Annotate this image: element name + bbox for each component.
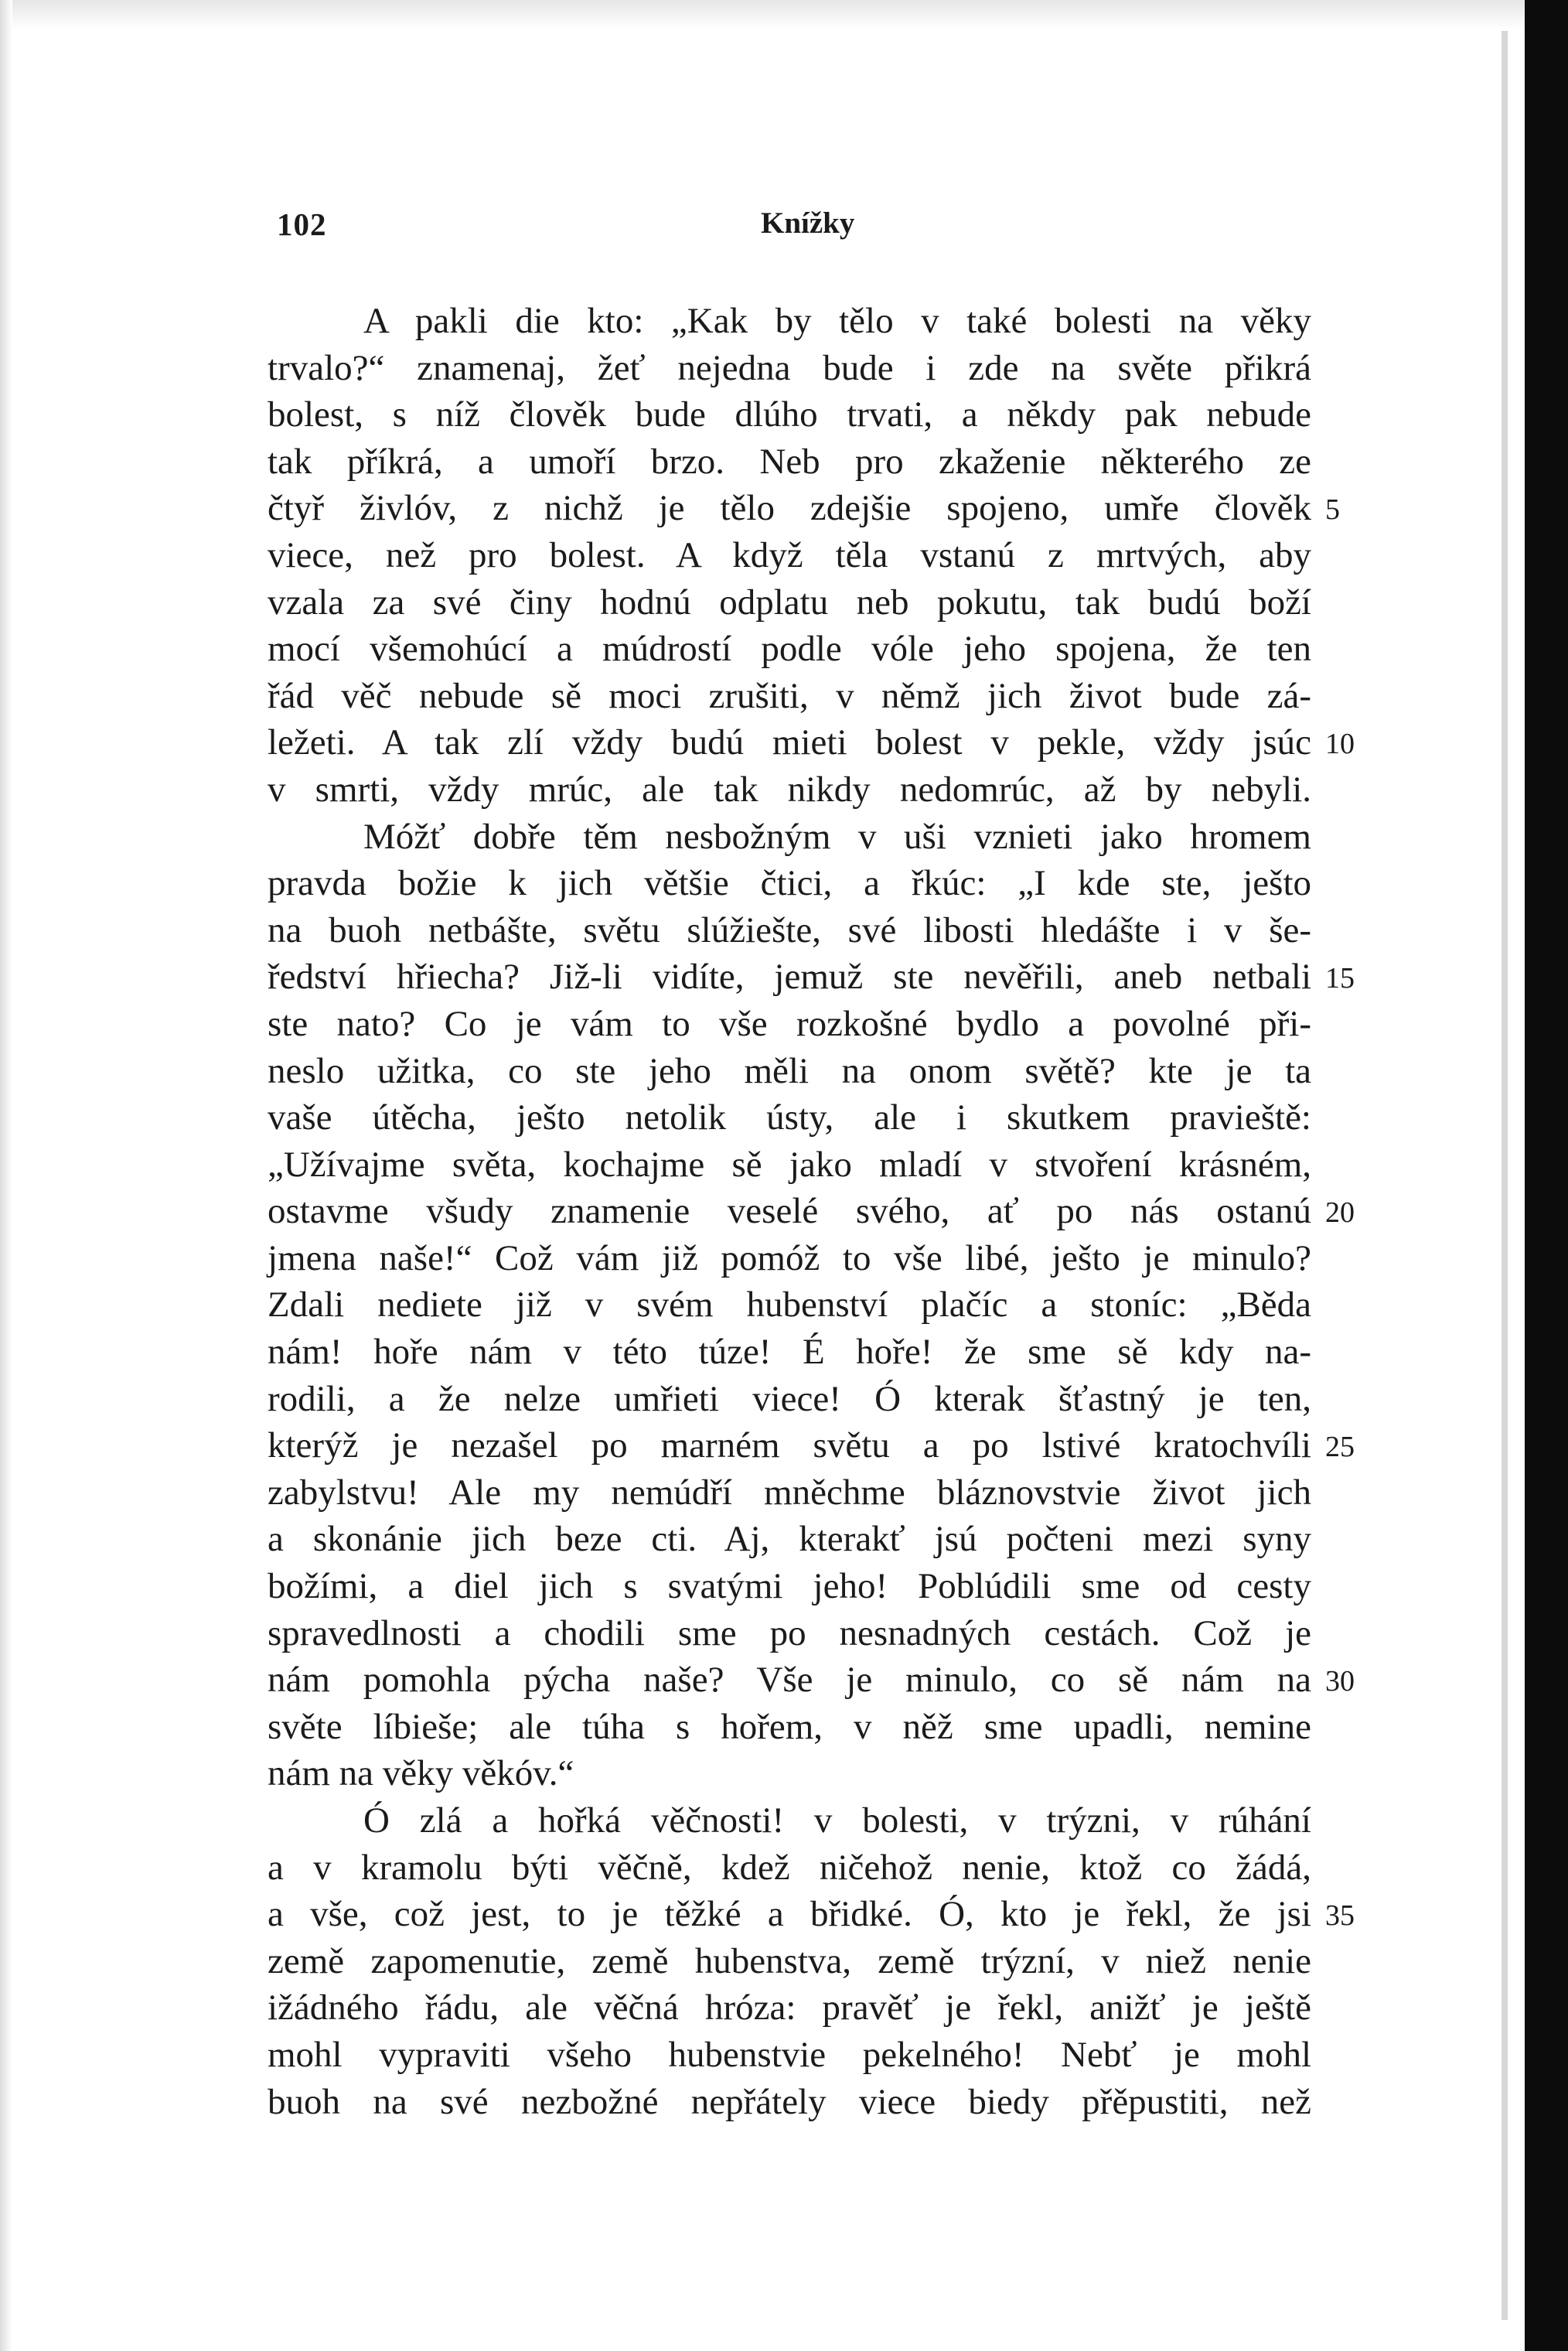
line-number: 5 (1325, 493, 1340, 527)
text-line: Ó zlá a hořká věčnosti! v bolesti, v trýzni, v rúhání (363, 1800, 1311, 1841)
text-line: buoh na své nezbožné nepřátely viece biedy přěpustiti, než (268, 2081, 1311, 2122)
text-line: a v kramolu býti věčně, kdež ničehož nenie, ktož co žádá, (268, 1847, 1311, 1888)
text-line: viece, než pro bolest. A když těla vstanú z mrtvých, aby (268, 534, 1311, 575)
text-line: vzala za své činy hodnú odplatu neb pokutu, tak budú boží (268, 582, 1311, 623)
line-number: 35 (1325, 1899, 1355, 1933)
text-line: zabylstvu! Ale my nemúdří mněchme bláznovstvie život jich (268, 1472, 1311, 1513)
text-line: ižádného řádu, ale věčná hróza: pravěť je řekl, anižť je ještě (268, 1988, 1311, 2029)
text-line: pravda božie k jich většie čtici, a řkúc: „I kde ste, ješto (268, 863, 1311, 904)
text-line: světe líbieše; ale túha s hořem, v něž sme upadli, nemine (268, 1706, 1311, 1747)
text-line: na buoh netbášte, světu slúžiešte, své libosti hledášte i v še- (268, 909, 1311, 950)
text-line: A pakli die kto: „Kak by tělo v také bolesti na věky (363, 301, 1311, 341)
text-line: trvalo?“ znamenaj, žeť nejedna bude i zde na světe přikrá (268, 347, 1311, 388)
text-line: nám na věky věkóv.“ (268, 1753, 574, 1794)
text-line: „Užívajme světa, kochajme sě jako mladí v stvoření krásném, (268, 1144, 1311, 1185)
text-line: božími, a diel jich s svatými jeho! Poblúdili sme od cesty (268, 1566, 1311, 1607)
body-text (268, 298, 1311, 2125)
text-line: Móžť dobře těm nesbožným v uši vznieti jako hromem (363, 816, 1311, 857)
text-line: v smrti, vždy mrúc, ale tak nikdy nedomrúc, až by nebyli. (268, 769, 1311, 810)
text-line: nám! hoře nám v této túze! É hoře! že sme sě kdy na- (268, 1332, 1311, 1373)
text-line: ředství hřiecha? Již-li vidíte, jemuž ste nevěřili, aneb netbali (268, 957, 1311, 998)
text-line: vaše útěcha, ješto netolik ústy, ale i skutkem pravieště: (268, 1097, 1311, 1138)
text-line: nám pomohla pýcha naše? Vše je minulo, co sě nám na (268, 1660, 1311, 1701)
text-line: Zdali nediete již v svém hubenství plačíc a stoníc: „Běda (268, 1285, 1311, 1326)
text-line: mohl vypraviti všeho hubenstvie pekelného! Nebť je mohl (268, 2034, 1311, 2075)
running-title: Knížky (761, 206, 855, 240)
text-line: země zapomenutie, země hubenstva, země trýzní, v niež nenie (268, 1940, 1311, 1981)
text-line: neslo užitka, co ste jeho měli na onom světě? kte je ta (268, 1050, 1311, 1091)
line-number: 10 (1325, 728, 1355, 761)
text-line: a skonánie jich beze cti. Aj, kterakť jsú počteni mezi syny (268, 1519, 1311, 1560)
text-line: ste nato? Co je vám to vše rozkošné bydlo a povolné při- (268, 1003, 1311, 1044)
text-line: ostavme všudy znamenie veselé svého, ať po nás ostanú (268, 1191, 1311, 1232)
line-number: 30 (1325, 1665, 1355, 1698)
text-line: kterýž je nezašel po marném světu a po lstivé kratochvíli (268, 1425, 1311, 1466)
text-line: a vše, což jest, to je těžké a břidké. Ó, kto je řekl, že jsi (268, 1894, 1311, 1935)
scan-edge-right (1525, 0, 1568, 2351)
page-number: 102 (277, 206, 327, 242)
text-line: řád věč nebude sě moci zrušiti, v němž jich život bude zá- (268, 675, 1311, 716)
text-line: jmena naše!“ Což vám již pomóž to vše libé, ješto je minulo? (268, 1237, 1311, 1278)
text-line: tak příkrá, a umoří brzo. Neb pro zkaženie některého ze (268, 441, 1311, 482)
text-line: spravedlnosti a chodili sme po nesnadných cestách. Což je (268, 1612, 1311, 1653)
text-line: rodili, a že nelze umřieti viece! Ó kterak šťastný je ten, (268, 1378, 1311, 1419)
line-number: 25 (1325, 1431, 1355, 1464)
text-line: ležeti. A tak zlí vždy budú mieti bolest v pekle, vždy jsúc (268, 722, 1311, 763)
line-number: 15 (1325, 962, 1355, 995)
line-number: 20 (1325, 1196, 1355, 1230)
text-line: mocí všemohúcí a múdrostí podle vóle jeho spojena, že ten (268, 629, 1311, 670)
text-line: čtyř živlóv, z nichž je tělo zdejšie spojeno, umře člověk (268, 488, 1311, 529)
text-line: bolest, s níž člověk bude dlúho trvati, a někdy pak nebude (268, 394, 1311, 435)
